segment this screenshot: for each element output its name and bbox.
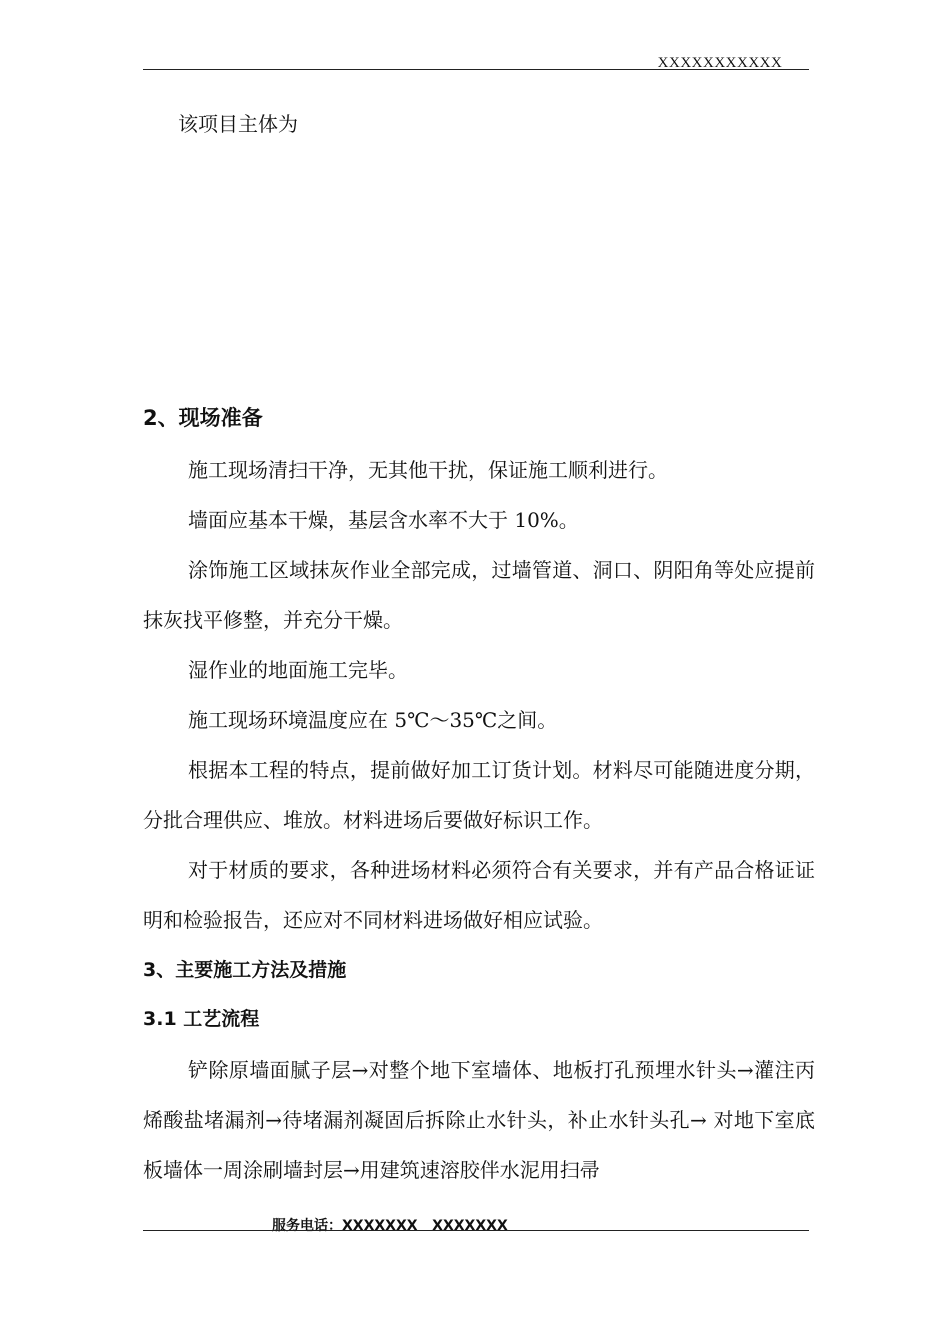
header-rule xyxy=(143,69,809,70)
intro-text: 该项目主体为 xyxy=(178,112,298,136)
paragraph: 湿作业的地面施工完毕。 xyxy=(188,658,408,682)
paragraph: 涂饰施工区域抹灰作业全部完成，过墙管道、洞口、阴阳角等处应提前抹灰找平修整，并充分干燥。 xyxy=(143,558,815,632)
paragraph: 对于材质的要求，各种进场材料必须符合有关要求，并有产品合格证证明和检验报告，还应对不同材料进场做好相应试验。 xyxy=(143,858,815,932)
section-2-heading: 2、现场准备 xyxy=(143,406,263,430)
paragraph: 施工现场清扫干净，无其他干扰，保证施工顺利进行。 xyxy=(188,458,668,482)
process-flow-text: 铲除原墙面腻子层→对整个地下室墙体、地板打孔预埋水针头→灌注丙烯酸盐堵漏剂→待堵漏剂凝固后拆除止水针头，补止水针头孔→ 对地下室底板墙体一周涂刷墙封层→用建筑速溶胶伴水泥用扫帚 xyxy=(143,1058,815,1182)
footer-rule xyxy=(143,1230,809,1231)
paragraph: 根据本工程的特点，提前做好加工订货计划。材料尽可能随进度分期，分批合理供应、堆放。材料进场后要做好标识工作。 xyxy=(143,758,815,832)
footer-service-phone: 服务电话：XXXXXXX XXXXXXX xyxy=(272,1218,508,1234)
header-code: XXXXXXXXXXX xyxy=(657,55,783,71)
paragraph: 施工现场环境温度应在 5℃～35℃之间。 xyxy=(188,708,558,732)
paragraph: 墙面应基本干燥，基层含水率不大于 10%。 xyxy=(188,508,579,532)
section-3-heading: 3、主要施工方法及措施 xyxy=(143,959,347,981)
section-3-1-heading: 3.1 工艺流程 xyxy=(143,1008,260,1030)
